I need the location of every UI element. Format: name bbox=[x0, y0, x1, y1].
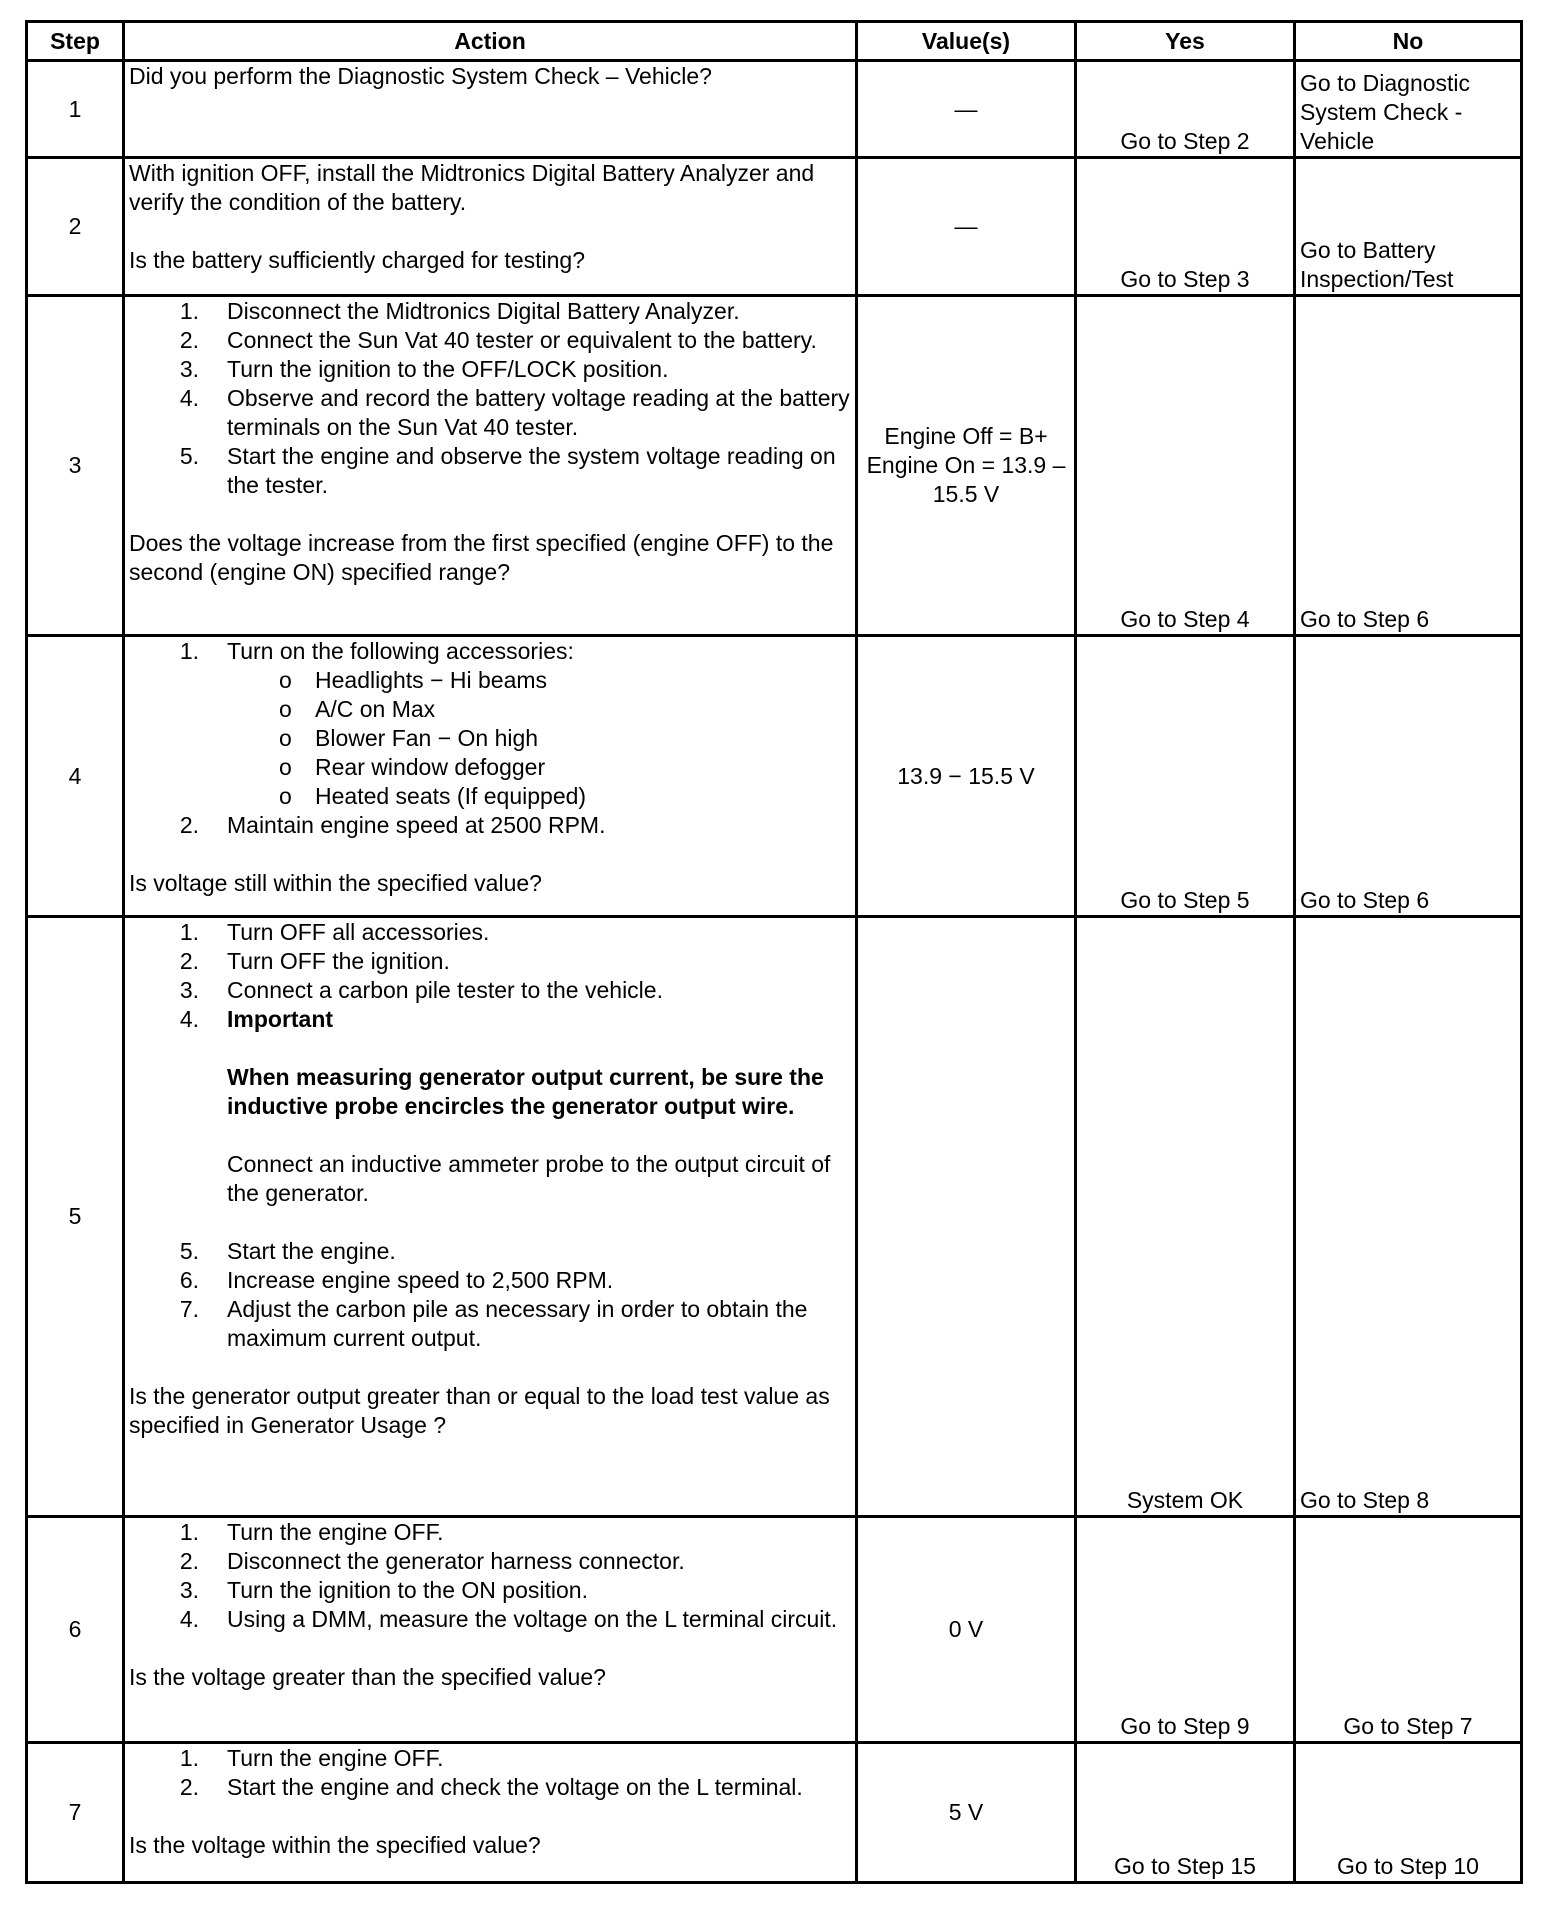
diagnostic-table bbox=[25, 20, 1523, 1884]
value-cell bbox=[857, 917, 1076, 1517]
step-number: 1 bbox=[27, 61, 124, 158]
list-item: 1. Turn the engine OFF. bbox=[179, 1519, 444, 1545]
sub-list-item: o Rear window defogger bbox=[279, 754, 546, 780]
action-text: With ignition OFF, install the Midtronics Digital Battery Analyzer and verify the condition of the battery. bbox=[129, 160, 815, 215]
no-cell: Go to Battery Inspection/Test bbox=[1295, 158, 1522, 296]
action-cell bbox=[124, 917, 857, 1517]
action-question: Is the voltage greater than the specified value? bbox=[129, 1664, 606, 1690]
yes-cell: Go to Step 3 bbox=[1076, 158, 1295, 296]
step-number: 2 bbox=[27, 158, 124, 296]
yes-cell: Go to Step 9 bbox=[1076, 1517, 1295, 1743]
sub-list-item: o Headlights − Hi beams bbox=[279, 667, 548, 693]
value-cell: — bbox=[857, 158, 1076, 296]
step-number: 3 bbox=[27, 296, 124, 636]
list-item: 3. Turn the ignition to the OFF/LOCK position. bbox=[179, 356, 669, 382]
yes-cell: System OK bbox=[1076, 917, 1295, 1517]
list-item: 4. Important bbox=[179, 1006, 334, 1032]
list-item: 4. Using a DMM, measure the voltage on the L terminal circuit. bbox=[179, 1606, 838, 1632]
action-question: Is voltage still within the specified value? bbox=[129, 870, 542, 896]
yes-cell: Go to Step 4 bbox=[1076, 296, 1295, 636]
bullet-icon: o bbox=[279, 725, 292, 751]
no-cell: Go to Step 6 bbox=[1295, 636, 1522, 917]
value-cell: — bbox=[857, 61, 1076, 158]
bullet-icon: o bbox=[279, 696, 292, 722]
step-number: 4 bbox=[27, 636, 124, 917]
bullet-icon: o bbox=[279, 754, 292, 780]
list-item: 2. Maintain engine speed at 2500 RPM. bbox=[179, 812, 606, 838]
action-cell bbox=[124, 636, 857, 917]
table-row bbox=[27, 1743, 1522, 1883]
step-number: 6 bbox=[27, 1517, 124, 1743]
list-item: 1. Turn on the following accessories: bbox=[179, 638, 574, 664]
no-cell: Go to Step 6 bbox=[1295, 296, 1522, 636]
list-item: 5. Start the engine. bbox=[179, 1238, 396, 1264]
value-cell: Engine Off = B+ Engine On = 13.9 – 15.5 V bbox=[857, 296, 1076, 636]
list-item: 5. Start the engine and observe the system voltage reading on the tester. bbox=[179, 443, 836, 498]
sub-list-item: o Blower Fan − On high bbox=[279, 725, 539, 751]
action-cell bbox=[124, 1517, 857, 1743]
action-cell bbox=[124, 1743, 857, 1883]
table-row bbox=[27, 636, 1522, 917]
table-row bbox=[27, 917, 1522, 1517]
header-step: Step bbox=[27, 22, 124, 61]
yes-cell: Go to Step 2 bbox=[1076, 61, 1295, 158]
list-item: 7. Adjust the carbon pile as necessary in order to obtain the maximum current output. bbox=[179, 1296, 808, 1351]
table-row bbox=[27, 158, 1522, 296]
no-cell: Go to Step 8 bbox=[1295, 917, 1522, 1517]
value-cell: 0 V bbox=[857, 1517, 1076, 1743]
no-cell: Go to Step 10 bbox=[1295, 1743, 1522, 1883]
list-item: 4. Observe and record the battery voltage reading at the battery terminals on the Sun Vat 40 tester. bbox=[179, 385, 850, 440]
action-question: Is the generator output greater than or equal to the load test value as specified in Generator Usage ? bbox=[129, 1383, 830, 1438]
list-item: 3. Connect a carbon pile tester to the vehicle. bbox=[179, 977, 663, 1003]
list-item: 1. Turn OFF all accessories. bbox=[179, 919, 490, 945]
action-cell bbox=[124, 158, 857, 296]
no-cell: Go to Diagnostic System Check - Vehicle bbox=[1295, 61, 1522, 158]
sub-list-item: o A/C on Max bbox=[279, 696, 436, 722]
table-row bbox=[27, 61, 1522, 158]
bullet-icon: o bbox=[279, 783, 292, 809]
step-number: 7 bbox=[27, 1743, 124, 1883]
table-row bbox=[27, 296, 1522, 636]
list-item: 6. Increase engine speed to 2,500 RPM. bbox=[179, 1267, 614, 1293]
value-cell: 13.9 − 15.5 V bbox=[857, 636, 1076, 917]
important-note: When measuring generator output current, be sure the inductive probe encircles the generator output wire. bbox=[227, 1064, 824, 1119]
action-question: Is the battery sufficiently charged for testing? bbox=[129, 247, 585, 273]
header-yes: Yes bbox=[1076, 22, 1295, 61]
bullet-icon: o bbox=[279, 667, 292, 693]
yes-cell: Go to Step 5 bbox=[1076, 636, 1295, 917]
action-question: Does the voltage increase from the first specified (engine OFF) to the second (engine ON) specified range? bbox=[129, 530, 834, 585]
action-text: Did you perform the Diagnostic System Check – Vehicle? bbox=[129, 63, 712, 89]
action-question: Is the voltage within the specified value? bbox=[129, 1832, 541, 1858]
list-item: 2. Disconnect the generator harness connector. bbox=[179, 1548, 685, 1574]
value-cell: 5 V bbox=[857, 1743, 1076, 1883]
sub-list-item: o Heated seats (If equipped) bbox=[279, 783, 587, 809]
header-action: Action bbox=[124, 22, 857, 61]
step-number: 5 bbox=[27, 917, 124, 1517]
list-item: 3. Turn the ignition to the ON position. bbox=[179, 1577, 588, 1603]
table-row bbox=[27, 1517, 1522, 1743]
header-value: Value(s) bbox=[857, 22, 1076, 61]
list-item: 1. Disconnect the Midtronics Digital Battery Analyzer. bbox=[179, 298, 740, 324]
list-item: 1. Turn the engine OFF. bbox=[179, 1745, 444, 1771]
list-item: 2. Start the engine and check the voltage on the L terminal. bbox=[179, 1774, 803, 1800]
no-cell: Go to Step 7 bbox=[1295, 1517, 1522, 1743]
action-cell bbox=[124, 61, 857, 158]
action-cell bbox=[124, 296, 857, 636]
list-item: 2. Turn OFF the ignition. bbox=[179, 948, 450, 974]
header-row bbox=[27, 22, 1522, 61]
yes-cell: Go to Step 15 bbox=[1076, 1743, 1295, 1883]
list-item: 2. Connect the Sun Vat 40 tester or equivalent to the battery. bbox=[179, 327, 817, 353]
connect-instruction: Connect an inductive ammeter probe to the output circuit of the generator. bbox=[227, 1151, 831, 1206]
header-no: No bbox=[1295, 22, 1522, 61]
